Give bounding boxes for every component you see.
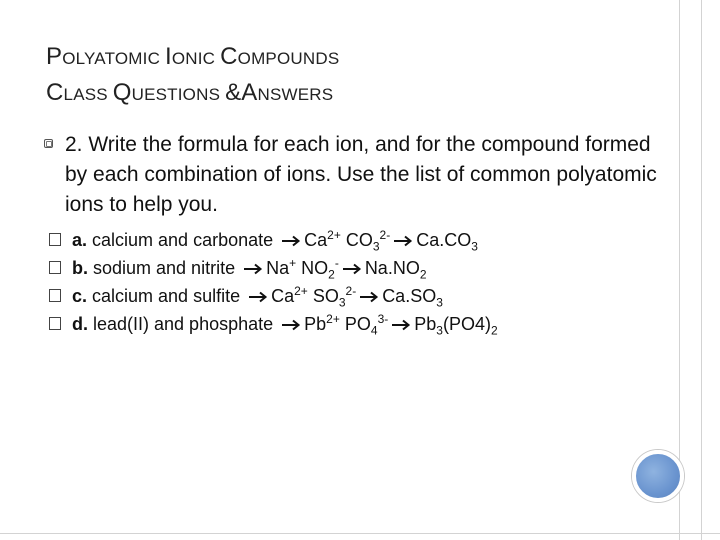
formula-part: 2- (379, 228, 391, 242)
item-label: c. (72, 286, 88, 306)
formula-part: 2+ (294, 284, 308, 298)
formula-part: - (334, 256, 339, 270)
formula-part: Na.NO (364, 258, 420, 278)
formula-part: NO (301, 258, 329, 278)
arrow-right-icon (393, 235, 413, 247)
formula-part: 2+ (327, 228, 341, 242)
title-initial: Q (112, 79, 132, 106)
ion-formula (304, 230, 341, 250)
arrow-right-icon (281, 235, 301, 247)
slide-content (44, 130, 664, 338)
formula-part: 3 (436, 295, 443, 310)
title-initial: C (220, 43, 238, 70)
formula-part: 3- (377, 312, 389, 326)
formula-part: Pb (414, 314, 437, 334)
bullet-icon (44, 139, 53, 148)
answer-item (47, 226, 664, 254)
ion-formula (312, 284, 357, 310)
answer-item (47, 282, 664, 310)
arrow-right-icon (359, 291, 379, 303)
formula-part: (PO4) (442, 314, 491, 334)
title-initial: P (46, 43, 63, 70)
compound-formula (416, 230, 478, 254)
checkbox-bullet-icon (49, 289, 61, 302)
formula-part: CO (345, 230, 373, 250)
formula-part: 4 (370, 323, 378, 338)
checkbox-bullet-icon (49, 317, 61, 330)
title-rest: LASS (63, 85, 113, 104)
question-paragraph (44, 130, 664, 220)
formula-part: 2 (490, 323, 498, 338)
compound-formula (382, 286, 443, 310)
ion-formula (304, 314, 340, 334)
compound-formula (414, 314, 498, 338)
arrow-right-icon (342, 263, 362, 275)
arrow-right-icon (391, 319, 411, 331)
item-text: sodium and nitrite (88, 258, 241, 278)
question-text: 2. Write the formula for each ion, and for the compound formed by each combination of ions. Use the list of common polyatomic ions to help you. (65, 133, 657, 216)
formula-part: 2 (328, 267, 335, 282)
formula-part: Na (266, 258, 290, 278)
title-line-1 (46, 40, 339, 76)
checkbox-bullet-icon (49, 261, 61, 274)
title-initial: C (46, 79, 64, 106)
formula-part: 2+ (326, 312, 340, 326)
item-text: calcium and carbonate (87, 230, 279, 250)
formula-part: Ca.CO (416, 230, 472, 250)
slide-frame-right (679, 0, 720, 540)
title-rest: UESTIONS (131, 85, 226, 104)
title-line-2 (46, 76, 339, 112)
answer-list (44, 226, 664, 338)
compound-formula (364, 258, 427, 282)
checkbox-bullet-icon (49, 233, 61, 246)
ion-formula (266, 258, 296, 278)
title-rest: OMPOUNDS (237, 49, 340, 68)
item-label: b. (72, 258, 88, 278)
formula-part: 3 (471, 239, 478, 254)
title-initial: A (241, 79, 258, 106)
arrow-right-icon (243, 263, 263, 275)
decorative-circle (632, 450, 684, 502)
title-rest: ONIC (171, 49, 221, 68)
slide-title (46, 40, 339, 112)
item-label: a. (72, 230, 88, 250)
formula-part: 3 (338, 295, 346, 310)
formula-part: SO (312, 286, 339, 306)
formula-part: 3 (372, 239, 380, 254)
item-text: calcium and sulfite (87, 286, 246, 306)
formula-part: + (289, 256, 297, 270)
title-rest: NSWERS (257, 85, 334, 104)
formula-part: 2- (345, 284, 357, 298)
formula-part: 3 (436, 323, 443, 338)
item-text: lead(II) and phosphate (88, 314, 279, 334)
slide-frame-line (701, 0, 702, 540)
formula-part: Pb (304, 314, 327, 334)
ion-formula (271, 286, 308, 306)
formula-part: Ca.SO (382, 286, 437, 306)
formula-part: Ca (304, 230, 328, 250)
arrow-right-icon (281, 319, 301, 331)
title-rest: OLYATOMIC (62, 49, 165, 68)
item-label: d. (72, 314, 88, 334)
title-initial: I (164, 43, 172, 70)
formula-part: Ca (271, 286, 295, 306)
slide-frame-bottom (0, 533, 720, 534)
ion-formula (344, 312, 389, 338)
title-initial: & (225, 79, 242, 106)
answer-item (47, 310, 664, 338)
answer-item (47, 254, 664, 282)
ion-formula (301, 256, 339, 282)
formula-part: PO (344, 314, 371, 334)
formula-part: 2 (419, 267, 427, 282)
arrow-right-icon (248, 291, 268, 303)
ion-formula (345, 228, 391, 254)
